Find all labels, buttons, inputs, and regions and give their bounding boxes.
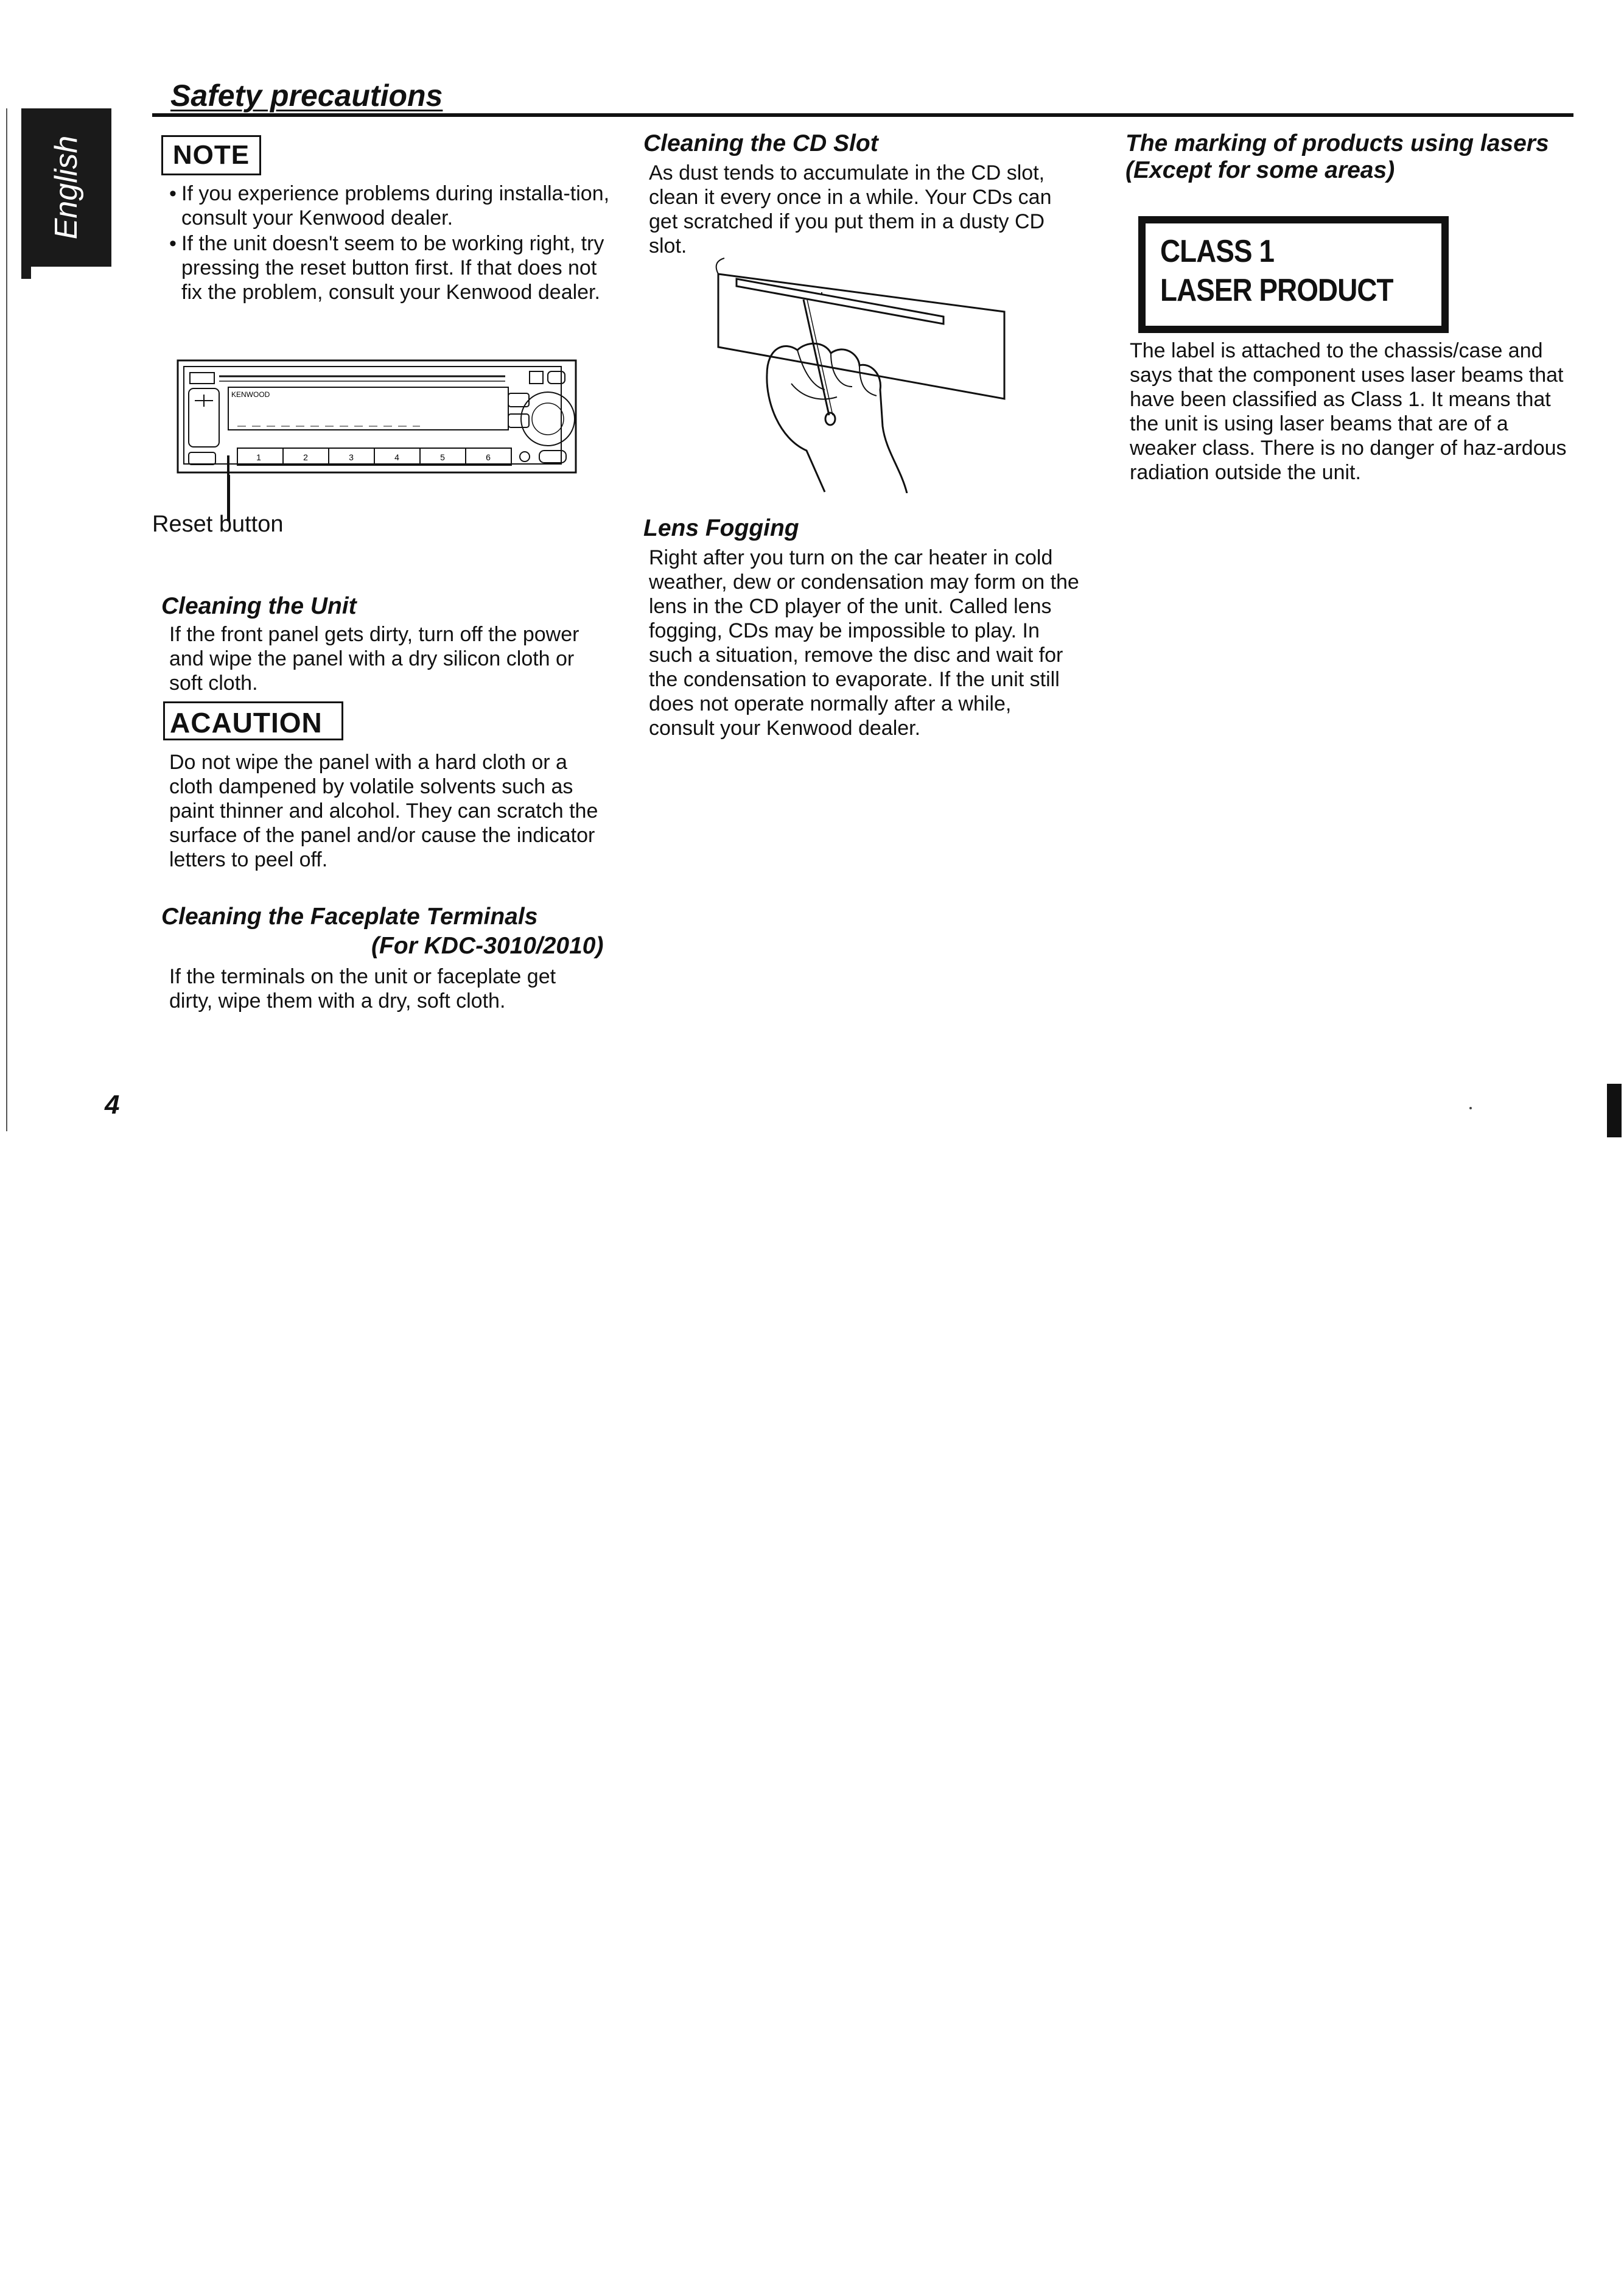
car-stereo-drawing	[177, 358, 578, 475]
laser-label-line1: CLASS 1	[1160, 234, 1275, 269]
note-item: • If the unit doesn't seem to be working right, try pressing the reset button first. If that does not fix the problem, consult your Kenwood dealer.	[169, 231, 614, 304]
cd-slot-heading: Cleaning the CD Slot	[643, 130, 878, 156]
cd-slot-drawing	[700, 256, 1017, 493]
laser-heading-line1: The marking of products using lasers	[1125, 130, 1549, 156]
language-tab-label: English	[49, 135, 84, 240]
language-tab	[21, 108, 111, 267]
note-badge: NOTE	[161, 135, 261, 175]
laser-label-line2: LASER PRODUCT	[1160, 273, 1393, 308]
lens-fogging-heading: Lens Fogging	[643, 515, 799, 541]
laser-heading-line2: (Except for some areas)	[1125, 157, 1395, 183]
note-item: • If you experience problems during installa-tion, consult your Kenwood dealer.	[169, 181, 614, 230]
laser-class-label	[1138, 216, 1449, 333]
faceplate-heading: Cleaning the Faceplate Terminals	[161, 904, 538, 930]
caution-badge: ACAUTION	[163, 701, 343, 740]
cd-slot-body: As dust tends to accumulate in the CD slot, clean it every once in a while. Your CDs can get scratched if you put them in a dusty CD slot.	[649, 161, 1052, 258]
faceplate-body: If the terminals on the unit or faceplate get dirty, wipe them with a dry, soft cloth.	[169, 965, 556, 1013]
section-title: Safety precautions	[170, 79, 443, 113]
caution-body: Do not wipe the panel with a hard cloth or a cloth dampened by volatile solvents such as paint thinner and alcohol. They can scratch the surface of the panel and/or cause the indicator letters to peel off.	[169, 751, 598, 871]
preset-label: 4	[394, 452, 399, 462]
stray-dot	[1469, 1107, 1472, 1109]
stereo-brand-text: KENWOOD	[231, 390, 270, 399]
cleaning-unit-body: If the front panel gets dirty, turn off the power and wipe the panel with a dry silicon cloth or soft cloth.	[169, 623, 579, 695]
page-edge-marker	[1607, 1084, 1622, 1137]
header-rule	[152, 113, 1573, 117]
left-margin-rule	[6, 108, 7, 1131]
preset-label: 2	[303, 452, 308, 462]
faceplate-subheading: (For KDC-3010/2010)	[371, 933, 604, 959]
car-stereo-illustration	[177, 358, 578, 475]
note-list	[169, 181, 614, 306]
preset-label: 6	[486, 452, 491, 462]
cleaning-unit-heading: Cleaning the Unit	[161, 593, 357, 619]
page-number: 4	[105, 1090, 120, 1120]
preset-label: 5	[440, 452, 445, 462]
preset-label: 3	[349, 452, 354, 462]
cd-slot-cleaning-illustration	[700, 256, 1017, 493]
laser-label-panel	[1146, 223, 1441, 326]
preset-label: 1	[256, 452, 261, 462]
laser-body: The label is attached to the chassis/case and says that the component uses laser beams that have been classified as Class 1. It means that the unit is using laser beams that are of a weaker class. There is no danger of haz-ardous radiation outside the unit.	[1130, 339, 1567, 484]
lens-fogging-body: Right after you turn on the car heater in cold weather, dew or condensation may form on the lens in the CD player of the unit. Called lens fogging, CDs may be impossible to play. In such a situation, remove the disc and wait for the condensation to evaporate. If the unit still does not operate normally after a while, consult your Kenwood dealer.	[649, 546, 1079, 740]
language-tab-notch	[21, 267, 31, 279]
reset-button-caption: Reset button	[152, 511, 284, 537]
